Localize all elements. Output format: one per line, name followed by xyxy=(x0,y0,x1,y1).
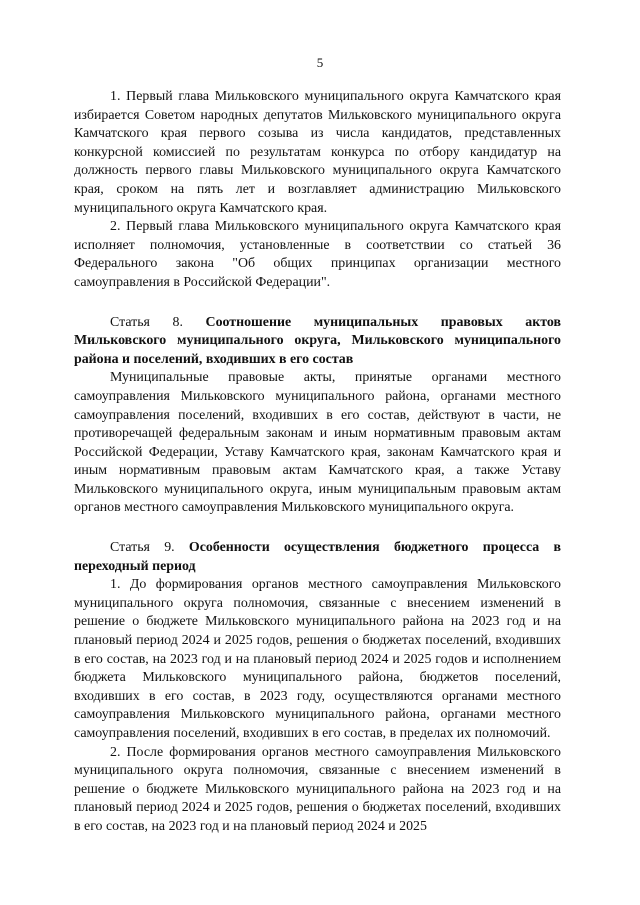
article9-number: Статья 9. xyxy=(110,540,175,556)
article9-paragraph-2: 2. После формирования органов местного самоуправления Мильковского муниципального округа полномочия, связанные с внесением изменений в решение о бюджете Мильковского муниципального района на 2023 год и на плановый период 2024 и 2025 годов, решения о бюджетах поселений, входивших в его состав, на 2023 год и на плановый период 2024 и 2025 xyxy=(74,744,561,834)
document-body xyxy=(74,88,561,837)
article8-number: Статья 8. xyxy=(110,314,183,330)
article7-paragraph-1: 1. Первый глава Мильковского муниципального округа Камчатского края избирается Советом народных депутатов Мильковского муниципального округа Камчатского края первого созыва из числа кандидатов, представленных конкурсной комиссией по результатам конкурса по отбору кандидатур на должность первого главы Мильковского муниципального округа Камчатского края, сроком на пять лет и возглавляет администрацию Мильковского муниципального округа Камчатского края. xyxy=(74,89,561,216)
article9-heading xyxy=(74,539,561,576)
article9-title: Особенности осуществления бюджетного процесса в переходный период xyxy=(74,540,561,574)
article8-title: Соотношение муниципальных правовых актов Мильковского муниципального округа, Мильковского муниципального района и поселений, входивших в его состав xyxy=(74,314,561,367)
article8-paragraph-1: Муниципальные правовые акты, принятые органами местного самоуправления Мильковского муниципального района, органами местного самоуправления поселений, входивших в его состав, действуют в части, не противоречащей федеральным законам и иным нормативным правовым актам Российской Федерации, Уставу Камчатского края, законам Камчатского края и иным нормативным правовым актам Камчатского края, а также Уставу Мильковского муниципального округа, иным муниципальным правовым актам органов местного самоуправления Мильковского муниципального округа. xyxy=(74,370,561,516)
page-number: 5 xyxy=(316,55,324,70)
article9-paragraph-1: 1. До формирования органов местного самоуправления Мильковского муниципального округа полномочия, связанные с внесением изменений в решение о бюджете Мильковского муниципального района на 2023 год и на плановый период 2024 и 2025 годов, решения о бюджетах поселений, входивших в его состав, на 2023 год и на плановый период 2024 и 2025 годов и исполнением бюджета Мильковского муниципального района, бюджетов поселений, входивших в его состав, в 2023 году, осуществляются органами местного самоуправления Мильковского муниципального района, органами местного самоуправления поселений, входивших в его состав, в пределах их полномочий. xyxy=(74,577,561,741)
article8-heading xyxy=(74,314,561,370)
article7-paragraph-2: 2. Первый глава Мильковского муниципального округа Камчатского края исполняет полномочия, установленные в соответствии со статьей 36 Федерального закона "Об общих принципах организации местного самоуправления в Российской Федерации". xyxy=(74,219,561,290)
